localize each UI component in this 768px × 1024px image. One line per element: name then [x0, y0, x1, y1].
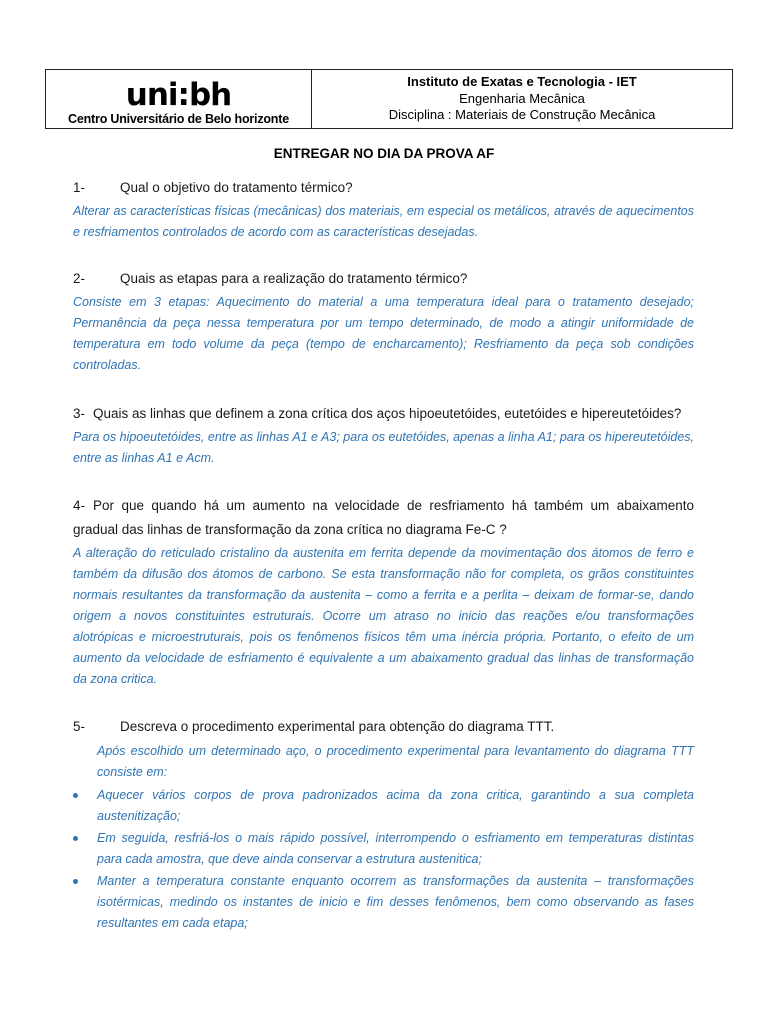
header-info-cell: [312, 70, 732, 128]
unibh-logo: uni:bh: [125, 77, 232, 113]
answer-5-steps: [73, 785, 694, 935]
question-5: [73, 719, 694, 734]
question-number: 4-: [73, 498, 86, 513]
header-logo-cell: [46, 70, 312, 128]
discipline-name: Disciplina : Materiais de Construção Mecânica: [388, 107, 656, 123]
question-text: Por que quando há um aumento na velocidade de resfriamento há também um abaixamento gradual das linhas de transformação da zona crítica no diagrama Fe-C ?: [73, 498, 694, 537]
page-title: ENTREGAR NO DIA DA PROVA AF: [273, 146, 495, 161]
question-number: 1-: [73, 180, 86, 195]
question-number: 2-: [73, 271, 86, 286]
bullet-icon: [73, 793, 78, 798]
document-header: [45, 69, 733, 129]
institution-name: Centro Universitário de Belo horizonte: [68, 112, 289, 126]
bullet-icon: [73, 879, 78, 884]
question-number: 5-: [73, 719, 86, 734]
answer-4: A alteração do reticulado cristalino da austenita em ferrita depende da movimentação dos átomos de ferro e também da difusão dos átomos de carbono. Se esta transformação não for completa, os grãos constituintes normais resultantes da transformação da austenita – como a ferrita e a perlita – deixam de formar-se, dando origem a novos constituintes estruturais. Ocorre um atraso no inicio das reações e/ou transformações alotrópicas e microestruturais, pois os fenômenos físicos têm uma inércia própria. Portanto, o efeito de um aumento da velocidade de esfriamento é equivalente a um abaixamento gradual das linhas de transformação da zona critica.: [73, 546, 694, 686]
question-number: 3-: [73, 406, 86, 421]
answer-1: Alterar as características físicas (mecânicas) dos materiais, em especial os metálicos, através de aquecimentos e resfriamentos controlados de acordo com as características desejadas.: [73, 204, 694, 239]
question-text: Quais as etapas para a realização do tratamento térmico?: [120, 271, 468, 286]
question-3: [73, 406, 694, 421]
question-2: [73, 271, 694, 286]
list-item: Em seguida, resfriá-los o mais rápido possível, interrompendo o esfriamento em temperaturas distintas para cada amostra, que deve ainda conservar a estrutura austenitica;: [73, 828, 694, 870]
question-1: [73, 180, 694, 195]
list-item: Aquecer vários corpos de prova padronizados acima da zona critica, garantindo a sua completa austenitização;: [73, 785, 694, 827]
question-text: Descreva o procedimento experimental para obtenção do diagrama TTT.: [120, 719, 555, 734]
institute-name: Instituto de Exatas e Tecnologia - IET: [407, 74, 637, 90]
answer-5-intro: Após escolhido um determinado aço, o procedimento experimental para levantamento do diagrama TTT consiste em:: [97, 744, 694, 779]
course-name: Engenharia Mecânica: [459, 90, 585, 106]
question-4: [73, 494, 694, 542]
bullet-icon: [73, 836, 78, 841]
answer-2: Consiste em 3 etapas: Aquecimento do material a uma temperatura ideal para o tratamento desejado; Permanência da peça nessa temperatura por um tempo determinado, de modo a atingir uniformidade de temperatura em todo volume da peça (tempo de encharcamento); Resfriamento da peça sob condições controladas.: [73, 295, 694, 372]
answer-3: Para os hipoeutetóides, entre as linhas A1 e A3; para os eutetóides, apenas a linha A1; para os hipereutetóides, entre as linhas A1 e Acm.: [73, 430, 694, 465]
question-text: Quais as linhas que definem a zona crítica dos aços hipoeutetóides, eutetóides e hipereutetóides?: [93, 406, 682, 421]
list-item: Manter a temperatura constante enquanto ocorrem as transformações da austenita – transformações isotérmicas, medindo os instantes de inicio e fim desses fenômenos, bem como observando as fases resultantes em cada etapa;: [73, 871, 694, 934]
question-text: Qual o objetivo do tratamento térmico?: [120, 180, 353, 195]
